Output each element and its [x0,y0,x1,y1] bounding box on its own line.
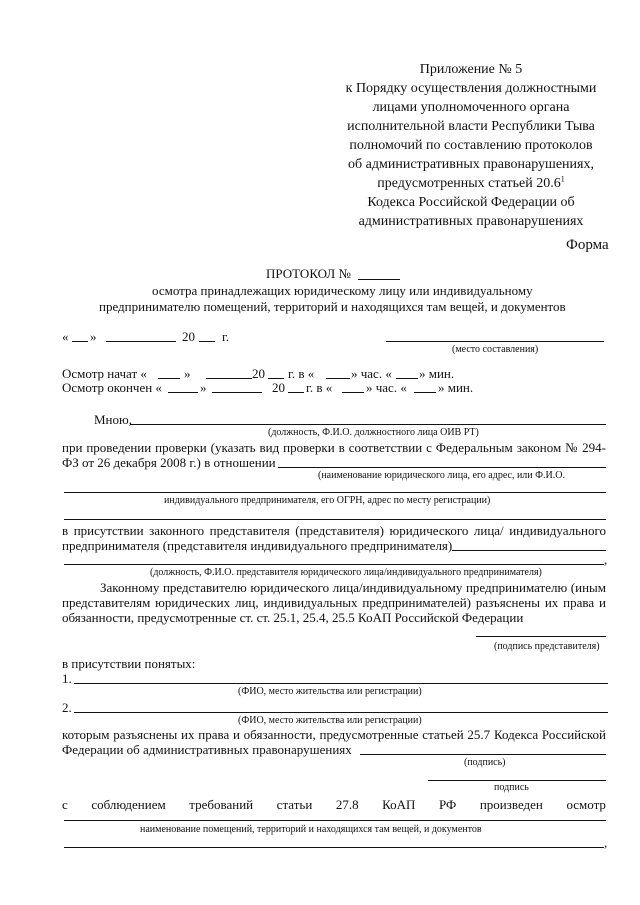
date-year-field[interactable] [199,341,215,342]
start-mins-label: » мин. [419,366,455,381]
check-line-1: при проведении проверки (указать вид проверки в соответствии с Федеральным законом № 294- [62,440,606,455]
start-row [62,366,147,381]
witness-1-number: 1. [62,671,72,686]
presence-line-2: предпринимателя (представителя индивидуального предпринимателя) [62,538,453,553]
end-month-field[interactable] [212,392,262,393]
header-block [326,60,616,231]
form-label: Форма [566,237,609,253]
premises-field[interactable] [64,820,606,821]
witness-signature-caption: (подпись) [464,757,506,768]
compliance-word-1: с [62,797,68,812]
protocol-subtitle-2: предпринимателю помещений, территорий и находящихся там вещей, и документов [99,299,566,314]
header-line-9: административных правонарушениях [358,214,584,229]
rep-field-2[interactable] [64,564,604,565]
header-line-3: лицами уполномоченного органа [372,100,570,115]
rep-signature-field[interactable] [476,636,606,637]
header-line-5: полномочий по составлению протоколов [349,138,593,153]
official-caption: (должность, Ф.И.О. должностного лица ОИВ РТ) [268,427,479,438]
end-hour-field[interactable] [342,392,364,393]
witness-2-caption: (ФИО, место жительства или регистрации) [238,715,422,726]
protocol-title-text: ПРОТОКОЛ № [266,266,351,281]
compliance-line [62,797,606,812]
witness-2-field[interactable] [74,712,608,713]
rights-line-1: Законному представителю юридического лица/индивидуальному предпринимателю (иным [100,580,606,595]
header-line-8: Кодекса Российской Федерации об [367,195,575,210]
start-g-v: г. в « [288,366,315,381]
rep-caption: (должность, Ф.И.О. представителя юридического лица/индивидуального предпринимателя) [150,567,542,578]
end-minute-field[interactable] [414,392,436,393]
date-quote-open: « [62,329,69,344]
rights-line-2: представителям юридических лиц, индивидуальных предпринимателей) разъяснены их права и [62,595,606,610]
header-line-4: исполнительной власти Республики Тыва [347,119,595,134]
presence-field-top[interactable] [64,519,606,520]
compliance-word-3: требований [189,797,254,812]
official-field[interactable] [130,424,606,425]
rights-line-3: обязанности, предусмотренные ст. ст. 25.1, 25.4, 25.5 КоАП Российской Федерации [62,610,524,625]
header-sup: 1 [560,174,565,184]
date-quote-close: » [90,329,97,344]
witness-signature-field[interactable] [360,754,606,755]
place-field[interactable] [386,341,604,342]
entity-caption-2: индивидуального предпринимателя, его ОГРН, адрес по месту регистрации) [164,495,491,506]
end-year: 20 [272,380,285,395]
start-hour-field[interactable] [326,378,350,379]
end-label: Осмотр окончен « [62,380,162,395]
check-line-2: ФЗ от 26 декабря 2008 г.) в отношении [62,455,276,470]
header-line-2: к Порядку осуществления должностными [345,81,597,96]
premises-field-2[interactable] [64,847,604,848]
end-mins-label: » мин. [438,380,474,395]
compliance-word-7: РФ [439,797,457,812]
witness-1-field[interactable] [74,683,608,684]
header-line-6: об административных правонарушениях, [348,157,594,172]
mnoyu-label: Мною, [94,412,132,427]
witness-rights-2: Федерации об административных правонарушениях [62,742,352,757]
compliance-word-6: КоАП [382,797,416,812]
witness-1-caption: (ФИО, место жительства или регистрации) [238,686,422,697]
compliance-word-4: статьи [276,797,313,812]
protocol-number-field[interactable] [358,279,400,280]
end-g-v: г. в « [306,380,333,395]
final-comma: , [604,835,608,850]
witness-rights-1: которым разъяснены их права и обязанности, предусмотренные статьей 25.7 Кодекса Российской [62,727,606,742]
start-year: 20 [252,366,265,381]
start-minute-field[interactable] [396,378,418,379]
date-year-prefix: 20 [182,329,195,344]
header-line-7 [326,174,616,193]
protocol-subtitle-1: осмотра принадлежащих юридическому лицу или индивидуальному [152,283,533,298]
end-hours-label: » час. « [366,380,407,395]
date-g: г. [222,329,230,344]
witness-signature-caption-2: подпись [494,782,529,793]
date-day-field[interactable] [72,341,88,342]
start-day-field[interactable] [158,378,180,379]
compliance-word-5: 27.8 [335,797,359,812]
witnesses-label: в присутствии понятых: [62,656,196,671]
date-month-field[interactable] [106,341,176,342]
compliance-word-2: соблюдением [91,797,166,812]
header-line-1: Приложение № 5 [419,62,523,77]
end-year-field[interactable] [288,392,304,393]
start-label: Осмотр начат « [62,366,147,381]
header-line-7-text: предусмотренных статьей 20.6 [377,176,561,191]
protocol-title [266,266,351,282]
place-caption: (место составления) [452,344,539,355]
compliance-word-9: осмотр [566,797,606,812]
start-quote: » [184,366,191,381]
presence-line-1: в присутствии законного представителя (представителя) юридического лица/ индивидуального [62,523,606,538]
rep-comma: , [604,552,608,567]
entity-caption-1: (наименование юридического лица, его адрес, или Ф.И.О. [318,470,565,481]
witness-2-number: 2. [62,700,72,715]
rep-field-1[interactable] [452,550,606,551]
witness-signature-field-2[interactable] [428,780,606,781]
premises-caption: наименование помещений, территорий и находящихся там вещей, и документов [140,824,482,835]
entity-field[interactable] [278,467,606,468]
rep-signature-caption: (подпись представителя) [494,641,600,652]
end-quote: » [200,380,207,395]
compliance-word-8: произведен [479,797,543,812]
start-month-field[interactable] [206,378,252,379]
start-year-field[interactable] [268,378,284,379]
entity-field-2[interactable] [64,492,606,493]
end-day-field[interactable] [168,392,198,393]
start-hours-label: » час. « [351,366,392,381]
